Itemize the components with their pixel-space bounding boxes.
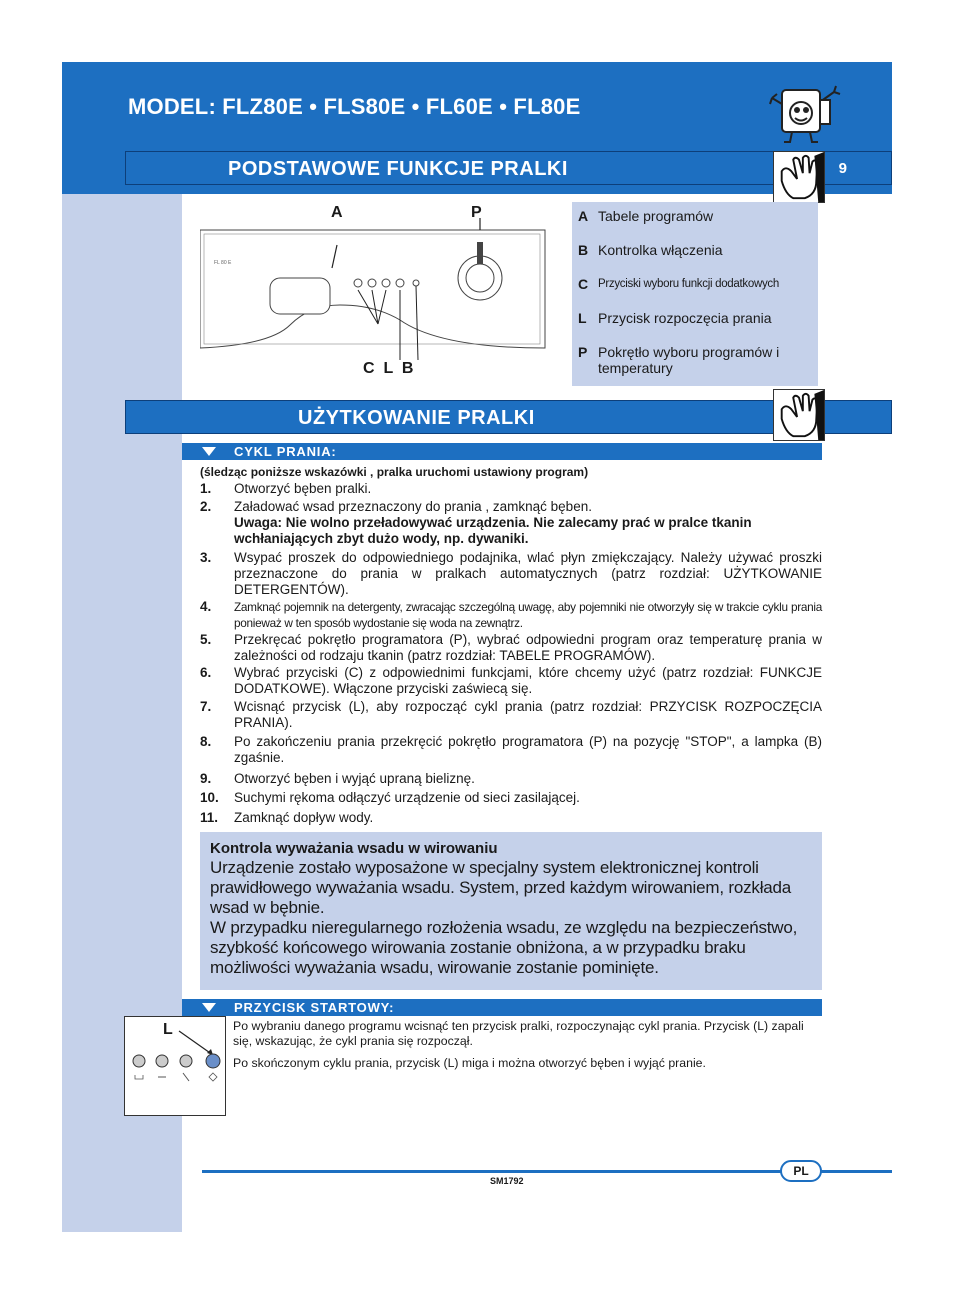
list-item	[200, 632, 822, 664]
start-paragraph-1: Po wybraniu danego programu wcisnąć ten przycisk pralki, rozpoczynając cykl prania. Przycisk (L) zapali się, wskazując, że cykl prania się rozpoczął.	[233, 1019, 804, 1048]
list-item	[200, 810, 822, 826]
legend-text: Przyciski wyboru funkcji dodatkowych	[598, 278, 779, 290]
start-paragraph-2: Po skończonym cyklu prania, przycisk (L) miga i można otworzyć bęben i wyjąć pranie.	[233, 1056, 706, 1070]
buttons-drawing	[125, 1017, 225, 1115]
list-item	[200, 790, 822, 806]
subheading-title: CYKL PRANIA:	[234, 444, 337, 459]
page-number: 9	[838, 160, 847, 177]
document-code: SM1792	[490, 1176, 524, 1186]
list-item	[200, 481, 822, 497]
start-label-l: L	[163, 1021, 173, 1038]
legend-text: Pokrętło wyboru programów i temperatury	[598, 344, 780, 376]
subheading-bar-cycle	[182, 443, 822, 460]
triangle-down-icon	[202, 1003, 216, 1012]
legend-item	[578, 208, 713, 224]
hand-icon	[774, 390, 824, 440]
triangle-down-icon	[202, 447, 216, 456]
list-item	[200, 499, 822, 547]
model-title: MODEL: FLZ80E • FLS80E • FL60E • FL80E	[128, 94, 581, 119]
hand-icon	[774, 152, 824, 202]
step-number: 11.	[200, 810, 219, 825]
legend-key: P	[578, 344, 588, 360]
control-panel-drawing	[200, 200, 550, 380]
list-item	[200, 665, 822, 697]
balance-title: Kontrola wyważania wsadu w wirowaniu	[210, 840, 498, 857]
step-text: Otworzyć bęben i wyjąć upraną bieliznę.	[234, 771, 475, 786]
list-item	[200, 699, 822, 731]
section-title: UŻYTKOWANIE PRALKI	[298, 407, 535, 429]
step-number: 10.	[200, 790, 219, 805]
step-number: 9.	[200, 771, 212, 786]
panel-label-p: P	[471, 204, 482, 221]
legend-item	[578, 310, 772, 326]
control-panel-diagram	[200, 200, 550, 380]
step-text: Otworzyć bęben pralki.	[234, 481, 372, 496]
legend-item	[578, 276, 779, 292]
legend-item	[578, 344, 808, 376]
legend-key: C	[578, 276, 589, 292]
step-text: Wybrać przyciski (C) z odpowiednimi funkcjami, które chcemy użyć (patrz rozdział: FUNKCJE DODATKOWE). Włączone przyciski zaświecą się.	[234, 665, 822, 696]
step-number: 6.	[200, 665, 212, 680]
step-number: 2.	[200, 499, 212, 514]
list-item	[200, 550, 822, 598]
balance-control-box	[200, 832, 822, 990]
list-item	[200, 734, 822, 766]
subheading-bar-start	[182, 999, 822, 1016]
legend-text: Przycisk rozpoczęcia prania	[598, 310, 772, 326]
hand-box	[773, 151, 825, 203]
list-item	[200, 771, 822, 787]
step-number: 4.	[200, 599, 212, 614]
panel-label-clb: C L B	[363, 360, 414, 377]
balance-paragraph: Urządzenie zostało wyposażone w specjalny system elektronicznej kontroli prawidłowego wyważania wsadu. System, przed każdym wirowaniem, rozkłada wsad w bębnie.	[210, 858, 792, 917]
hand-box	[773, 389, 825, 441]
legend-key: B	[578, 242, 589, 258]
section-title: PODSTAWOWE FUNKCJE PRALKI	[228, 158, 568, 180]
step-number: 8.	[200, 734, 212, 749]
list-item	[200, 599, 822, 631]
step-text: Zamknąć pojemnik na detergenty, zwracając szczególną uwagę, aby pojemniki nie otworzyły się w trakcie cyklu prania ponieważ w ten sposób wydostanie się woda na zewnątrz.	[234, 600, 822, 630]
start-button-diagram	[124, 1016, 226, 1116]
panel-label-a: A	[331, 204, 343, 221]
subheading-title: PRZYCISK STARTOWY:	[234, 1000, 395, 1015]
panel-brand-text: FL 80 E	[214, 260, 232, 266]
step-text: Wcisnąć przycisk (L), aby rozpocząć cykl prania (patrz rozdział: PRZYCISK ROZPOCZĘCIA PRANIA).	[234, 699, 822, 730]
instructions-note: (śledząc poniższe wskazówki , pralka uruchomi ustawiony program)	[200, 465, 589, 479]
section-bar-usage	[125, 400, 892, 434]
legend-box	[572, 202, 818, 386]
step-number: 5.	[200, 632, 212, 647]
step-text: Zamknąć dopływ wody.	[234, 810, 374, 825]
step-text: Suchymi rękoma odłączyć urządzenie od sieci zasilającej.	[234, 790, 580, 805]
step-text: Przekręcać pokrętło programatora (P), wybrać odpowiedni program oraz temperaturę prania w zależności od rodzaju tkanin (patrz rozdział: TABELE PROGRAMÓW).	[234, 632, 822, 663]
washing-machine-mascot-icon	[768, 82, 844, 146]
legend-item	[578, 242, 723, 258]
section-bar-basic-functions	[125, 151, 892, 185]
legend-key: A	[578, 208, 589, 224]
step-text: Wsypać proszek do odpowiedniego podajnika, wlać płyn zmiękczający. Należy używać proszki przeznaczone do prania w pralkach automatycznych (patrz rozdział: UŻYTKOWANIE DETERGENTÓW).	[234, 550, 822, 597]
balance-paragraph: W przypadku nieregularnego rozłożenia wsadu, ze względu na bezpieczeństwo, szybkość końcowego wirowania zostanie obniżona, a w przypadku braku możliwości wyważania wsadu, wirowanie zostanie pominięte.	[210, 918, 798, 977]
step-number: 1.	[200, 481, 212, 496]
legend-text: Tabele programów	[598, 208, 714, 224]
legend-text: Kontrolka włączenia	[598, 242, 723, 258]
step-text: Po zakończeniu prania przekręcić pokrętło programatora (P) na pozycję "STOP", a lampka (B) zgaśnie.	[234, 734, 822, 765]
step-number: 7.	[200, 699, 212, 714]
warning-text: Uwaga: Nie wolno przeładowywać urządzenia. Nie zalecamy prać w pralce tkanin wchłaniających zbyt dużo wody, np. dywaniki.	[234, 515, 752, 546]
legend-key: L	[578, 310, 587, 326]
step-number: 3.	[200, 550, 212, 565]
language-badge: PL	[780, 1160, 822, 1182]
step-text: Załadować wsad przeznaczony do prania , zamknąć bęben.	[234, 499, 592, 514]
